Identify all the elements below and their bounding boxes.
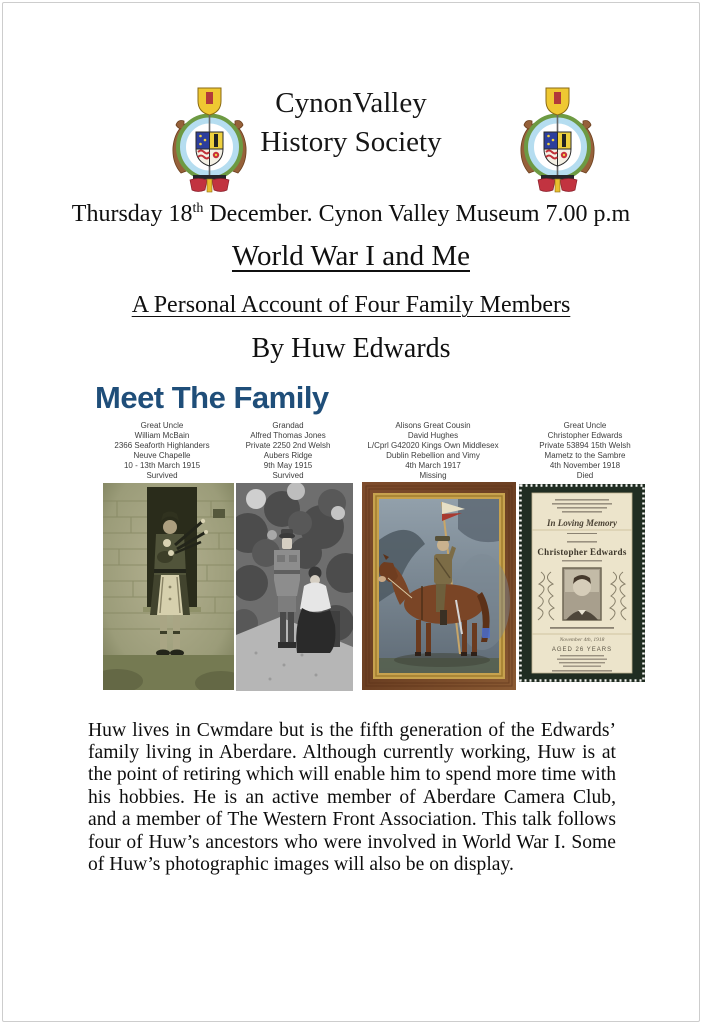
caption-unit: Private 53894 15th Welsh bbox=[539, 441, 631, 450]
caption-unit: Private 2250 2nd Welsh bbox=[245, 441, 331, 450]
caption-battle: Neuve Chapelle bbox=[133, 451, 191, 460]
society-title bbox=[0, 84, 702, 162]
caption-fate: Survived bbox=[272, 471, 304, 480]
event-date-prefix: Thursday 18 bbox=[71, 201, 193, 227]
caption-date: 4th November 1918 bbox=[549, 461, 621, 470]
memorial-card-aged: AGED 26 YEARS bbox=[551, 647, 613, 653]
memorial-card-name: Christopher Edwards bbox=[537, 547, 627, 557]
caption-fate: Missing bbox=[419, 471, 447, 480]
event-speaker: By Huw Edwards bbox=[251, 333, 451, 364]
caption-battle: Dublin Rebellion and Vimy bbox=[386, 451, 480, 460]
caption-alfred-thomas-jones bbox=[213, 421, 363, 481]
event-subtitle: A Personal Account of Four Family Members bbox=[131, 292, 571, 318]
caption-christopher-edwards bbox=[510, 421, 660, 481]
caption-david-hughes bbox=[353, 421, 513, 481]
meet-family-heading: Meet The Family bbox=[95, 380, 329, 415]
caption-date: 10 - 13th March 1915 bbox=[123, 461, 201, 470]
memorial-card-date: November 4th, 1918 bbox=[559, 637, 605, 643]
caption-unit: L/Cprl G42020 Kings Own Middlesex bbox=[367, 441, 499, 450]
caption-battle: Mametz to the Sambre bbox=[544, 451, 626, 460]
event-date-ordinal: th bbox=[192, 201, 204, 216]
caption-name: David Hughes bbox=[407, 431, 459, 440]
caption-unit: 2366 Seaforth Highlanders bbox=[114, 441, 210, 450]
caption-name: William McBain bbox=[134, 431, 190, 440]
caption-date: 4th March 1917 bbox=[405, 461, 461, 470]
society-title-line2: History Society bbox=[260, 126, 442, 158]
caption-relation: Alisons Great Cousin bbox=[395, 421, 471, 430]
caption-relation: Grandad bbox=[272, 421, 304, 430]
photo-david-hughes-horseback bbox=[362, 482, 516, 690]
description-paragraph: Huw lives in Cwmdare but is the fifth generation of the Edwards’ family living in Aberdare. Although currently working, Huw is at the point of retiring which will enable him to spend more time with his hobbies. He is an active member of Aberdare Camera Club, and a member of The Western Front Association. This talk follows four of Huw’s ancestors who were involved in World War I. Some of Huw’s photographic images will also be on display. bbox=[88, 719, 616, 876]
photo-william-mcbain-bagpiper bbox=[103, 483, 234, 690]
event-date-line bbox=[0, 201, 702, 228]
caption-fate: Died bbox=[576, 471, 594, 480]
caption-relation: Great Uncle bbox=[563, 421, 607, 430]
memorial-card-title: In Loving Memory bbox=[546, 518, 618, 528]
caption-relation: Great Uncle bbox=[140, 421, 184, 430]
event-title: World War I and Me bbox=[231, 240, 470, 272]
caption-name: Christopher Edwards bbox=[547, 431, 623, 440]
caption-fate: Survived bbox=[146, 471, 178, 480]
photo-alfred-jones-couple bbox=[236, 483, 353, 691]
caption-date: 9th May 1915 bbox=[263, 461, 313, 470]
event-date-rest: December. Cynon Valley Museum 7.00 p.m bbox=[203, 201, 631, 227]
photo-christopher-edwards-memorial-card bbox=[519, 484, 645, 682]
caption-name: Alfred Thomas Jones bbox=[250, 431, 326, 440]
caption-battle: Aubers Ridge bbox=[263, 451, 313, 460]
society-title-line1: CynonValley bbox=[275, 87, 427, 119]
